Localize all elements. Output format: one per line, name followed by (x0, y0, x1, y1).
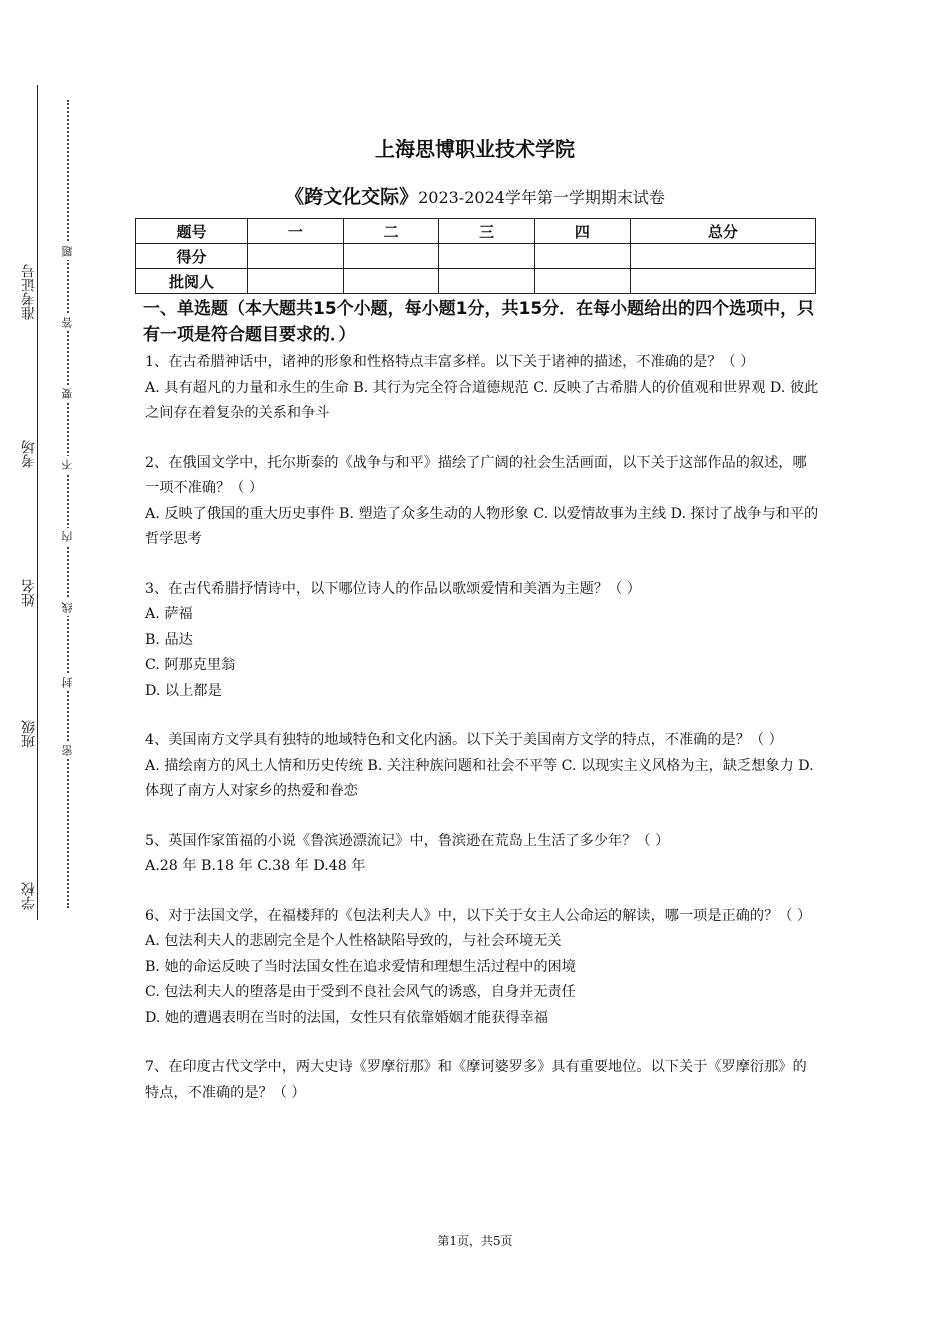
question-stem: 4、美国南方文学具有独特的地域特色和文化内涵。以下关于美国南方文学的特点，不准确的是？（ ） (145, 732, 783, 748)
column-header: 题号 (136, 219, 248, 244)
option: D. 她的遭遇表明在当时的法国，女性只有依靠婚姻才能获得幸福 (145, 1009, 548, 1026)
column-header: 二 (343, 219, 439, 244)
column-header: 四 (535, 219, 631, 244)
score-cell (535, 244, 631, 269)
question-7 (145, 1055, 820, 1106)
seal-char: 题 (62, 243, 73, 260)
score-cell (439, 244, 535, 269)
option: D. 以上都是 (145, 682, 222, 699)
question-stem: 1、在古希腊神话中，诸神的形象和性格特点丰富多样。以下关于诸神的描述，不准确的是？（ ） (145, 354, 755, 370)
section-heading: 一、单选题（本大题共15个小题，每小题1分，共15分．在每小题给出的四个选项中，只有一项是符合题目要求的．） (143, 299, 815, 345)
seal-char: 密 (62, 742, 73, 759)
page-footer: 第1页，共5页 (437, 1234, 513, 1248)
column-header: 三 (439, 219, 535, 244)
grader-cell (343, 269, 439, 294)
grader-cell (630, 269, 815, 294)
question-options: A. 反映了俄国的重大历史事件 B. 塑造了众多生动的人物形象 C. 以爱情故事为主线 D. 探讨了战争与和平的哲学思考 (145, 505, 819, 547)
row-header: 批阅人 (136, 269, 248, 294)
question-options: A.28 年 B.18 年 C.38 年 D.48 年 (145, 858, 366, 874)
margin-label-school: 学校 (21, 882, 37, 910)
question-stem: 3、在古代希腊抒情诗中，以下哪位诗人的作品以歌颂爱情和美酒为主题？（ ） (145, 580, 641, 597)
exam-subtitle (0, 182, 950, 209)
grader-cell (535, 269, 631, 294)
question-5 (145, 829, 820, 880)
seal-char: 答 (62, 314, 73, 331)
margin-label-exam-room: 考场 (21, 440, 37, 468)
score-cell (248, 244, 344, 269)
question-options: A. 具有超凡的力量和永生的生命 B. 其行为完全符合道德规范 C. 反映了古希腊人的价值观和世界观 D. 彼此之间存在着复杂的关系和争斗 (145, 379, 819, 421)
question-6 (145, 904, 820, 1032)
school-title: 上海思博职业技术学院 (375, 137, 575, 161)
question-4 (145, 728, 820, 805)
question-options: A. 描绘南方的风土人情和历史传统 B. 关注种族问题和社会不平等 C. 以现实主义风格为主，缺乏想象力 D. 体现了南方人对家乡的热爱和眷恋 (145, 757, 814, 799)
question-1 (145, 350, 820, 427)
seal-dotted-line (67, 100, 69, 908)
score-table-header-row (136, 219, 816, 244)
column-header: 总分 (630, 219, 815, 244)
seal-char: 不 (62, 456, 73, 473)
seal-char: 要 (62, 385, 73, 402)
option: B. 她的命运反映了当时法国女性在追求爱情和理想生活过程中的困境 (145, 958, 576, 975)
question-stem: 5、英国作家笛福的小说《鲁滨逊漂流记》中，鲁滨逊在荒岛上生活了多少年？（ ） (145, 832, 670, 849)
question-3 (145, 577, 820, 705)
margin-label-class: 班级 (21, 720, 37, 748)
grader-cell (248, 269, 344, 294)
seal-char: 线 (62, 599, 73, 616)
margin-label-name: 姓名 (21, 579, 37, 607)
score-cell (343, 244, 439, 269)
question-2 (145, 451, 820, 553)
exam-content (145, 296, 820, 1130)
option: B. 品达 (145, 631, 193, 648)
option: C. 阿那克里翁 (145, 657, 236, 673)
question-stem: 2、在俄国文学中，托尔斯泰的《战争与和平》描绘了广阔的社会生活画面，以下关于这部作品的叙述，哪一项不准确？（ ） (145, 454, 807, 496)
seal-char: 内 (62, 528, 73, 545)
grader-row (136, 269, 816, 294)
score-table (135, 218, 816, 294)
exam-term: 2023-2024学年第一学期期末试卷 (418, 188, 665, 207)
score-cell (630, 244, 815, 269)
column-header: 一 (248, 219, 344, 244)
row-header: 得分 (136, 244, 248, 269)
option: A. 萨福 (145, 606, 193, 622)
question-stem: 6、对于法国文学，在福楼拜的《包法利夫人》中，以下关于女主人公命运的解读，哪一项是正确的？（ ） (145, 907, 812, 924)
margin-label-ticket-no: 准考证号 (21, 264, 37, 320)
question-stem: 7、在印度古代文学中，两大史诗《罗摩衍那》和《摩诃婆罗多》具有重要地位。以下关于《罗摩衍那》的特点，不准确的是？（ ） (145, 1059, 807, 1101)
binding-line (37, 85, 38, 920)
grader-cell (439, 269, 535, 294)
course-name: 《跨文化交际》 (285, 186, 419, 208)
seal-char: 封 (62, 674, 73, 691)
option: A. 包法利夫人的悲剧完全是个人性格缺陷导致的，与社会环境无关 (145, 933, 562, 949)
score-row (136, 244, 816, 269)
option: C. 包法利夫人的堕落是由于受到不良社会风气的诱惑，自身并无责任 (145, 984, 576, 1000)
